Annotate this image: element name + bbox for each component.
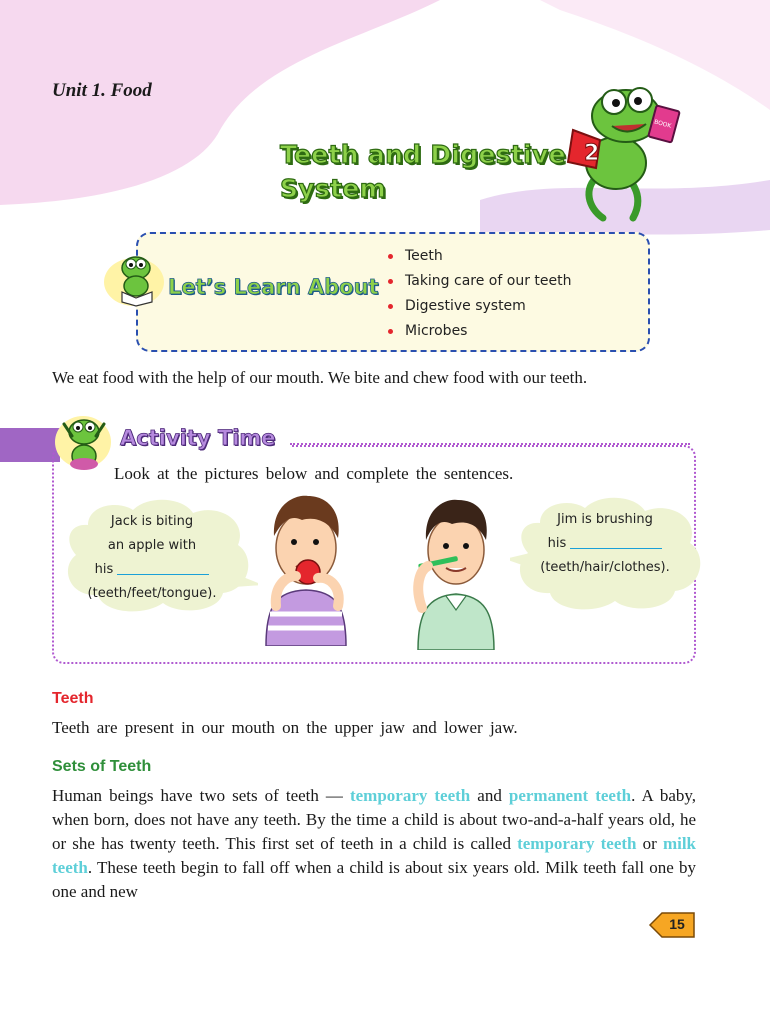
left-bubble-line2: an apple with <box>107 538 197 553</box>
left-bubble-line3: his <box>72 558 232 582</box>
list-item: Taking care of our teeth <box>388 269 571 294</box>
chapter-title-line1: Teeth and Digestive <box>280 140 566 169</box>
intro-paragraph: We eat food with the help of our mouth. We bite and chew food with our teeth. <box>52 368 588 387</box>
chapter-number: 2 <box>584 141 600 166</box>
boy-biting-apple-illustration <box>246 486 366 646</box>
right-bubble-line3: (teeth/hair/clothes). <box>540 560 670 575</box>
activity-heading: Activity Time <box>120 426 276 450</box>
list-item: Digestive system <box>388 294 571 319</box>
sets-paragraph: Human beings have two sets of teeth — temporary teeth and permanent teeth. A baby, when born, does not have any teeth. By the time a child is about two-and-a-half years old, he or she has twenty teeth. This first set of teeth in a child is called temporary teeth or milk teeth. These teeth begin to fall off when a child is about six years old. Milk teeth fall one by one and new <box>52 786 697 901</box>
section-heading-sets-of-teeth: Sets of Teeth <box>52 758 152 775</box>
activity-dotted-rule <box>290 443 690 445</box>
frog-reading-icon <box>100 246 170 310</box>
left-bubble-text <box>72 510 232 606</box>
page-number: 15 <box>669 916 685 932</box>
book-badge: BOOK <box>653 118 672 130</box>
right-bubble-text <box>520 508 690 580</box>
list-item: Teeth <box>388 244 571 269</box>
term-temporary-teeth-2: temporary teeth <box>517 834 637 853</box>
learn-about-list <box>388 244 571 344</box>
teeth-paragraph: Teeth are present in our mouth on the upper jaw and lower jaw. <box>52 718 518 737</box>
right-bubble-line1: Jim is brushing <box>557 512 653 527</box>
chapter-title <box>280 138 580 206</box>
term-permanent-teeth: permanent teeth <box>508 786 632 805</box>
frog-mascot-icon <box>548 68 683 228</box>
learn-about-heading: Let’s Learn About <box>168 275 379 299</box>
right-bubble-line2: his <box>520 532 690 556</box>
unit-title: Unit 1. Food <box>52 80 152 101</box>
list-item: Microbes <box>388 319 571 344</box>
chapter-title-line2: System <box>280 174 386 203</box>
answer-blank[interactable] <box>117 560 209 575</box>
activity-instruction: Look at the pictures below and complete the sentences. <box>114 464 514 483</box>
section-heading-teeth: Teeth <box>52 690 94 707</box>
answer-blank[interactable] <box>570 534 662 549</box>
left-bubble-line1: Jack is biting <box>110 514 194 529</box>
left-bubble-line4: (teeth/feet/tongue). <box>87 586 217 601</box>
boy-brushing-teeth-illustration <box>400 490 510 650</box>
term-temporary-teeth: temporary teeth <box>349 786 471 805</box>
term-milk-teeth: milk teeth <box>52 834 697 877</box>
frog-activity-icon <box>50 406 116 476</box>
